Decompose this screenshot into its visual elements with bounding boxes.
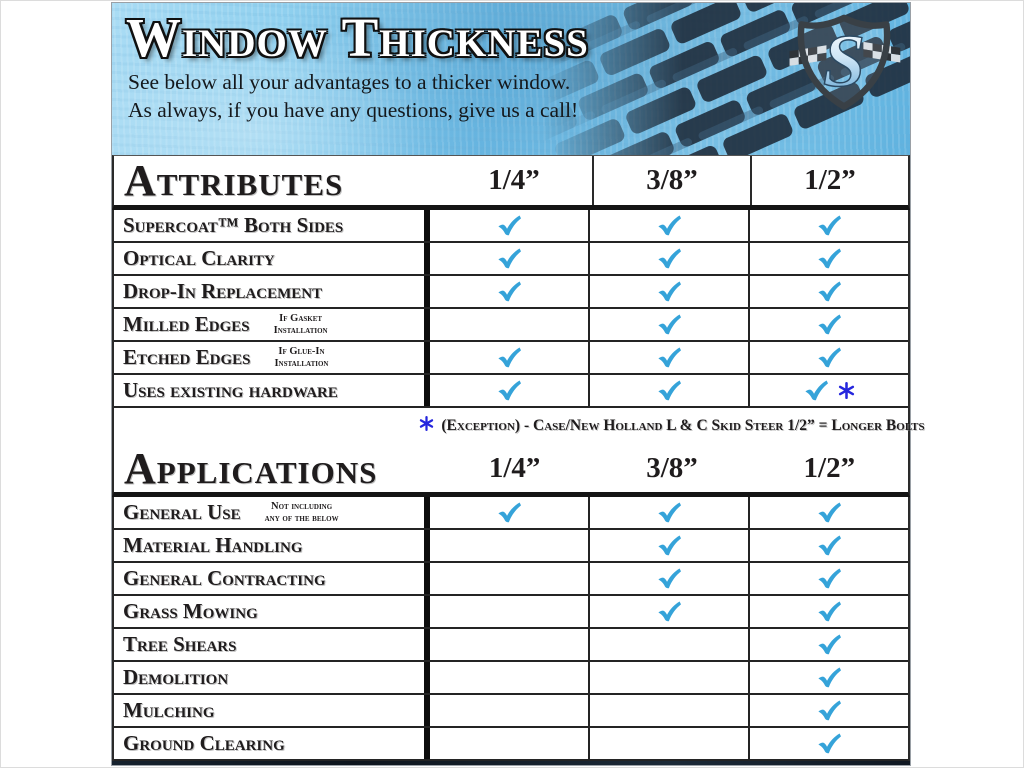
check-cell [430, 243, 588, 274]
row-note: If Gasket Installation [273, 313, 328, 336]
table-row [114, 375, 908, 408]
applications-table [112, 497, 910, 761]
row-label: Drop-In Replacement [123, 279, 323, 303]
check-cell [748, 596, 908, 627]
row-label-cell [114, 662, 430, 693]
check-icon [816, 732, 843, 755]
row-label: Mulching [123, 698, 215, 722]
attributes-header-row [112, 155, 910, 210]
empty-cell [430, 563, 588, 594]
check-cell [748, 728, 908, 759]
table-row [114, 695, 908, 728]
row-label: Etched Edges [123, 345, 251, 369]
check-icon [816, 501, 843, 524]
check-icon [816, 214, 843, 237]
row-note: If Glue-In Installation [274, 346, 329, 369]
check-cell [588, 596, 748, 627]
check-cell [430, 375, 588, 406]
logo-letter: S [822, 20, 866, 104]
empty-cell [588, 695, 748, 726]
empty-cell [430, 530, 588, 561]
footnote-row [112, 408, 925, 444]
table-row [114, 309, 908, 342]
check-cell [588, 243, 748, 274]
empty-cell [588, 629, 748, 660]
row-label: Uses existing hardware [123, 378, 338, 402]
row-label: General Contracting [123, 566, 326, 590]
check-cell [588, 530, 748, 561]
row-label: Milled Edges [123, 312, 250, 336]
check-icon [656, 600, 683, 623]
row-label-cell [114, 563, 430, 594]
table-row [114, 243, 908, 276]
attr-column-header-half-inch: 1/2” [750, 156, 908, 205]
check-icon [816, 699, 843, 722]
table-row [114, 563, 908, 596]
row-label-cell [114, 497, 430, 528]
row-label-cell [114, 530, 430, 561]
check-icon [816, 666, 843, 689]
row-label: General Use [123, 500, 241, 524]
row-label: Material Handling [123, 533, 303, 557]
row-label-cell [114, 210, 430, 241]
row-label-cell [114, 375, 430, 406]
row-label-cell [114, 596, 430, 627]
subtitle-line-2: As always, if you have any questions, give us a call! [128, 97, 579, 122]
check-cell [430, 497, 588, 528]
row-label: Demolition [123, 665, 229, 689]
check-icon [656, 214, 683, 237]
check-cell [748, 342, 908, 373]
check-cell [588, 342, 748, 373]
check-cell [588, 563, 748, 594]
row-label: Tree Shears [123, 632, 237, 656]
check-icon [496, 379, 523, 402]
table-row [114, 596, 908, 629]
check-cell [748, 210, 908, 241]
check-cell [748, 375, 908, 406]
row-label-cell [114, 728, 430, 759]
table-row [114, 629, 908, 662]
check-icon [496, 214, 523, 237]
check-cell [748, 309, 908, 340]
check-cell [748, 497, 908, 528]
empty-cell [430, 662, 588, 693]
check-icon [496, 280, 523, 303]
check-icon [816, 534, 843, 557]
row-label-cell [114, 629, 430, 660]
bottom-accent-bar [112, 761, 910, 765]
check-cell [748, 530, 908, 561]
check-icon [656, 567, 683, 590]
row-note: Not including any of the below [264, 501, 339, 524]
check-icon [656, 346, 683, 369]
asterisk-icon [419, 416, 434, 431]
check-icon [656, 534, 683, 557]
check-icon [816, 567, 843, 590]
check-cell [748, 243, 908, 274]
hero-header [112, 3, 910, 155]
empty-cell [588, 728, 748, 759]
attr-column-header-quarter-inch: 1/4” [488, 164, 540, 196]
empty-cell [430, 728, 588, 759]
page-title: Window Thickness [126, 7, 589, 68]
check-cell [748, 629, 908, 660]
app-column-header-half-inch: 1/2” [803, 451, 856, 484]
footnote-text: (Exception) - Case/New Holland L & C Skid Steer 1/2” = Longer Bolts [441, 417, 925, 434]
check-icon [496, 247, 523, 270]
row-label-cell [114, 309, 430, 340]
check-icon [656, 379, 683, 402]
row-label: Grass Mowing [123, 599, 258, 623]
empty-cell [430, 596, 588, 627]
check-cell [748, 563, 908, 594]
row-label-cell [114, 695, 430, 726]
check-icon [656, 501, 683, 524]
footnote-asterisk [419, 416, 441, 436]
check-icon [803, 379, 830, 402]
row-label: Supercoat™ Both Sides [123, 213, 344, 237]
row-label-cell [114, 342, 430, 373]
check-cell [430, 276, 588, 307]
table-row [114, 662, 908, 695]
attr-column-header-three-eighths-inch: 3/8” [592, 156, 750, 205]
check-cell [588, 375, 748, 406]
check-icon [496, 501, 523, 524]
content-frame [111, 2, 925, 766]
row-label-cell [114, 243, 430, 274]
applications-heading: Applications [124, 443, 378, 493]
attributes-heading: Attributes [124, 156, 344, 205]
check-icon [816, 633, 843, 656]
check-cell [588, 309, 748, 340]
empty-cell [588, 662, 748, 693]
check-icon [656, 247, 683, 270]
empty-cell [430, 695, 588, 726]
check-cell [430, 342, 588, 373]
check-icon [496, 346, 523, 369]
table-row [114, 530, 908, 563]
check-cell [748, 695, 908, 726]
attributes-table [112, 210, 910, 408]
check-cell [430, 210, 588, 241]
check-icon [816, 313, 843, 336]
table-row [114, 276, 908, 309]
check-cell [588, 276, 748, 307]
app-column-header-three-eighths-inch: 3/8” [646, 451, 698, 484]
check-icon [656, 280, 683, 303]
empty-cell [430, 309, 588, 340]
check-icon [816, 280, 843, 303]
row-label: Ground Clearing [123, 731, 285, 755]
check-icon [816, 600, 843, 623]
check-icon [816, 346, 843, 369]
row-label: Optical Clarity [123, 246, 275, 270]
table-row [114, 342, 908, 375]
table-row [114, 497, 908, 530]
check-cell [748, 276, 908, 307]
check-cell [588, 210, 748, 241]
check-cell [748, 662, 908, 693]
table-row [114, 210, 908, 243]
app-column-header-quarter-inch: 1/4” [488, 451, 541, 484]
applications-header-row [112, 444, 910, 497]
check-icon [656, 313, 683, 336]
empty-cell [430, 629, 588, 660]
brand-logo [784, 6, 904, 124]
table-row [114, 728, 908, 761]
asterisk-icon [838, 382, 855, 399]
check-icon [816, 247, 843, 270]
subtitle-line-1: See below all your advantages to a thicker window. [128, 69, 571, 94]
check-cell [588, 497, 748, 528]
row-label-cell [114, 276, 430, 307]
